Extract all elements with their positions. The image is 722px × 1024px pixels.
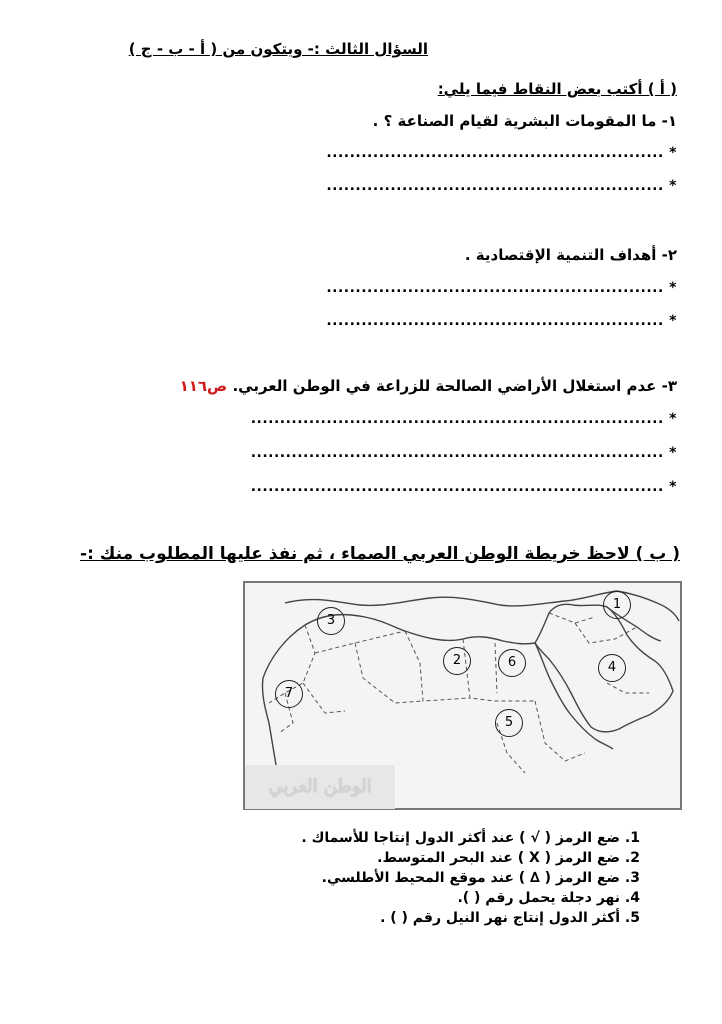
arab-world-map[interactable] (243, 581, 682, 810)
task-number: 3. (624, 870, 640, 886)
task-number: 1. (624, 830, 640, 846)
task-number: 4. (624, 890, 640, 906)
map-number-5[interactable]: 5 (495, 709, 523, 737)
part-a-heading: ( أ ) أكتب بعض النقاط فيما يلي: (437, 80, 677, 98)
map-number-3[interactable]: 3 (317, 607, 345, 635)
answer-line-1a[interactable]: * .......................................................... (326, 145, 677, 161)
task-text: ضع الرمز ( X ) عند البحر المتوسط. (377, 850, 621, 866)
task-text: ضع الرمز ( √ ) عند أكثر الدول إنتاجا للأسماك . (301, 830, 621, 846)
task-item (301, 888, 640, 908)
map-title: الوطن العربي (245, 765, 395, 809)
tasks-list (301, 828, 640, 928)
page-reference: ص١١٦ (179, 377, 228, 395)
question-1: ١- ما المقومات البشرية لقيام الصناعة ؟ . (372, 112, 677, 130)
answer-line-3b[interactable]: * ....................................................................... (250, 445, 677, 461)
map-number-1[interactable]: 1 (603, 591, 631, 619)
map-number-7[interactable]: 7 (275, 680, 303, 708)
question-3 (180, 377, 677, 395)
task-number: 2. (624, 850, 640, 866)
task-text: أكثر الدول إنتاج نهر النيل رقم ( ) . (380, 910, 621, 926)
task-item (301, 828, 640, 848)
answer-line-3a[interactable]: * ....................................................................... (250, 411, 677, 427)
map-number-4[interactable]: 4 (598, 654, 626, 682)
task-item (301, 908, 640, 928)
answer-line-3c[interactable]: * ....................................................................... (250, 479, 677, 495)
part-b-heading: ( ب ) لاحظ خريطة الوطن العربي الصماء ، ثم نفذ عليها المطلوب منك :- (80, 544, 680, 564)
answer-line-1b[interactable]: * .......................................................... (326, 178, 677, 194)
task-number: 5. (624, 910, 640, 926)
task-text: ضع الرمز ( ∆ ) عند موقع المحيط الأطلسي. (321, 870, 621, 886)
task-item (301, 848, 640, 868)
question-2: ٢- أهداف التنمية الإقتصادية . (464, 246, 677, 264)
answer-line-2b[interactable]: * .......................................................... (326, 313, 677, 329)
task-text: نهر دجلة يحمل رقم ( ). (457, 890, 621, 906)
section-title: السؤال الثالث :- ويتكون من ( أ - ب - ج ) (128, 40, 428, 58)
answer-line-2a[interactable]: * .......................................................... (326, 280, 677, 296)
map-number-6[interactable]: 6 (498, 649, 526, 677)
task-item (301, 868, 640, 888)
question-3-text: ٣- عدم استغلال الأراضي الصالحة للزراعة في الوطن العربي. (232, 377, 677, 395)
map-number-2[interactable]: 2 (443, 647, 471, 675)
